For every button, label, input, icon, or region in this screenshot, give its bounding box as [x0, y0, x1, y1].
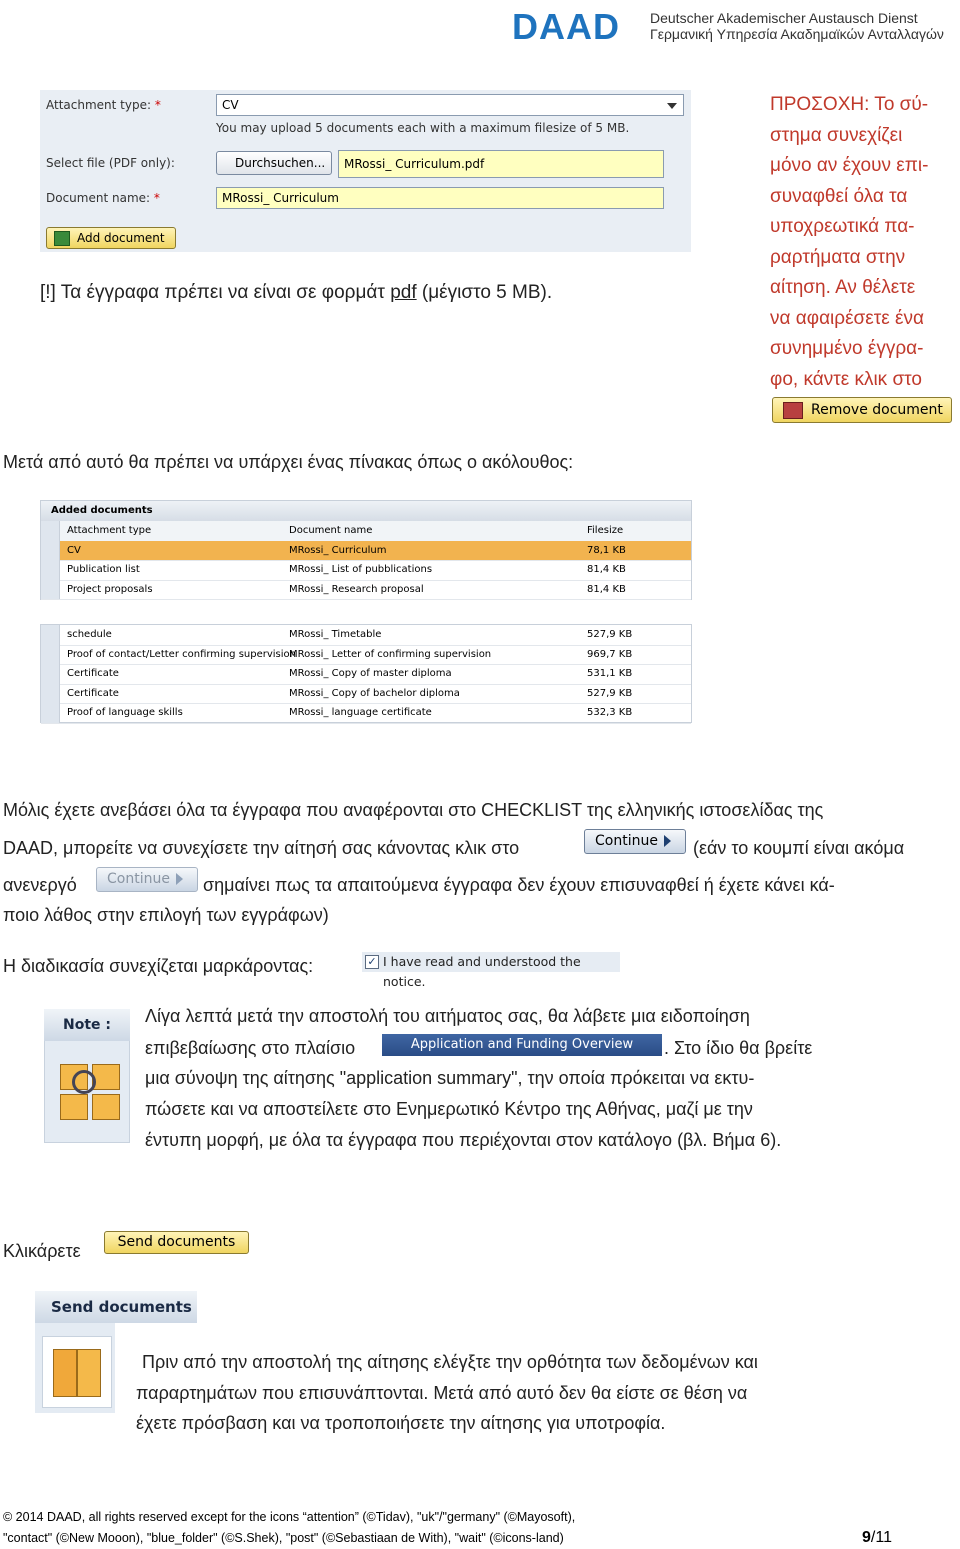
remove-document-icon: [783, 402, 803, 419]
footer-copyright-1: © 2014 DAAD, all rights reserved except for the icons “attention” (©Tidav), "uk"/"germany" (©Mayosoft),: [3, 1510, 576, 1524]
pdf-format-note: [!] Τα έγγραφα πρέπει να είναι σε φορμάτ pdf (μέγιστο 5 MB).: [40, 282, 553, 303]
chevron-down-icon: [667, 103, 677, 109]
read-notice-checkbox-row[interactable]: [362, 952, 620, 989]
documents-table-continued: [40, 624, 692, 723]
note-title: Note :: [44, 1009, 130, 1041]
file-path-input[interactable]: MRossi_ Curriculum.pdf: [338, 150, 664, 178]
folder-icon: [42, 1336, 112, 1408]
attachment-upload-form: [40, 90, 691, 252]
remove-document-button[interactable]: Remove document: [772, 397, 952, 423]
document-name-label: Document name: *: [46, 191, 160, 205]
table-row[interactable]: Project proposals MRossi_ Research proposal 81,4 KB: [41, 580, 691, 601]
click-instruction: Κλικάρετε: [3, 1241, 81, 1261]
table-row[interactable]: CV MRossi_ Curriculum 78,1 KB: [41, 541, 691, 562]
document-name-input[interactable]: MRossi_ Curriculum: [216, 187, 664, 209]
send-line-2: παραρτημάτων που επισυνάπτονται. Μετά από αυτό δεν θα είστε σε θέση να: [136, 1383, 748, 1403]
org-name-german: Deutscher Akademischer Austausch Dienst: [650, 10, 918, 26]
warning-text: ΠΡΟΣΟΧΗ: Το σύ- στημα συνεχίζει μόνο αν έχουν επι- συναφθεί όλα τα υποχρεωτικά πα- ραρτήματα στην αίτηση. Αν θέλετε να αφαιρέσετε ένα συνημμένο έγγρα- φο, κάντε κλικ στο: [770, 94, 929, 390]
footer-copyright-2: "contact" (©New Mooon), "blue_folder" (©S.Shek), "post" (©Sebastiaan de With), "wait" (©icons-land): [3, 1531, 564, 1545]
continue-button[interactable]: Continue: [584, 829, 686, 854]
checklist-line-2a: DAAD, μπορείτε να συνεχίσετε την αίτησή σας κάνοντας κλικ στο: [3, 838, 520, 858]
table-row[interactable]: Proof of contact/Letter confirming supervision MRossi_ Letter of confirming supervision 969,7 KB: [41, 645, 691, 666]
confirm-text: Η διαδικασία συνεχίζεται μαρκάροντας:: [3, 956, 314, 976]
checklist-line-3a: ανενεργό: [3, 875, 77, 895]
note-line-3: μια σύνοψη της αίτησης "application summary", την οποία πρόκειται να εκτυ-: [145, 1068, 755, 1088]
table-title: Added documents: [41, 501, 691, 521]
pdf-link[interactable]: pdf: [390, 282, 417, 303]
attachment-type-label: Attachment type: *: [46, 98, 161, 112]
upload-limit-info: You may upload 5 documents each with a maximum filesize of 5 MB.: [216, 121, 630, 135]
checklist-line-1: Μόλις έχετε ανεβάσει όλα τα έγγραφα που αναφέρονται στο CHECKLIST της ελληνικής ιστοσελίδας της: [3, 800, 824, 820]
select-file-label: Select file (PDF only):: [46, 156, 175, 170]
send-line-3: έχετε πρόσβαση και να τροποποιήσετε την αίτησης για υποτροφία.: [136, 1413, 666, 1433]
send-documents-panel-title: Send documents: [35, 1291, 197, 1323]
table-row[interactable]: Certificate MRossi_ Copy of master diploma 531,1 KB: [41, 664, 691, 685]
arrow-right-icon: [176, 873, 183, 885]
page-number: 9/11: [862, 1529, 892, 1546]
table-row[interactable]: Publication list MRossi_ List of pubblications 81,4 KB: [41, 560, 691, 581]
arrow-right-icon: [664, 835, 671, 847]
application-overview-banner: Application and Funding Overview: [382, 1034, 662, 1056]
continue-button-disabled: Continue: [96, 867, 198, 892]
send-line-1: Πριν από την αποστολή της αίτησης ελέγξτε την ορθότητα των δεδομένων και: [142, 1352, 758, 1372]
note-line-1: Λίγα λεπτά μετά την αποστολή του αιτήματος σας, θα λάβετε μια ειδοποίηση: [145, 1006, 750, 1026]
checklist-line-3b: σημαίνει πως τα απαιτούμενα έγγραφα δεν έχουν επισυναφθεί ή έχετε κάνει κά-: [203, 875, 835, 895]
add-document-icon: [54, 231, 70, 246]
contacts-search-icon: [60, 1064, 120, 1122]
add-document-button[interactable]: Add document: [46, 227, 176, 249]
daad-logo: DAAD: [512, 6, 620, 47]
attachment-type-select[interactable]: CV: [216, 94, 684, 116]
checkbox-checked-icon[interactable]: ✓: [365, 955, 379, 969]
note-line-5: έντυπη μορφή, με όλα τα έγγραφα που περιέχονται στον κατάλογο (βλ. Βήμα 6).: [145, 1130, 782, 1150]
table-row[interactable]: Proof of language skills MRossi_ language certificate 532,3 KB: [41, 703, 691, 724]
note-line-2b: . Στο ίδιο θα βρείτε: [664, 1038, 813, 1058]
checklist-line-2b: (εάν το κουμπί είναι ακόμα: [693, 838, 905, 858]
send-documents-button[interactable]: Send documents: [104, 1231, 249, 1254]
read-notice-label: I have read and understood the notice.: [383, 954, 581, 989]
table-row[interactable]: schedule MRossi_ Timetable 527,9 KB: [41, 625, 691, 646]
checklist-line-4: ποιο λάθος στην επιλογή των εγγράφων): [3, 905, 329, 925]
note-line-2a: επιβεβαίωσης στο πλαίσιο: [145, 1038, 356, 1058]
table-header-row: Attachment type Document name Filesize: [41, 521, 691, 542]
note-line-4: πώσετε και να αποστείλετε στο Ενημερωτικό Κέντρο της Αθήνας, μαζί με την: [145, 1099, 753, 1119]
org-name-greek: Γερμανική Υπηρεσία Ακαδημαϊκών Ανταλλαγών: [650, 26, 944, 42]
added-documents-table: [40, 500, 692, 600]
table-intro: Μετά από αυτό θα πρέπει να υπάρχει ένας πίνακας όπως ο ακόλουθος:: [3, 452, 574, 472]
browse-button[interactable]: Durchsuchen...: [216, 151, 332, 175]
table-row[interactable]: Certificate MRossi_ Copy of bachelor diploma 527,9 KB: [41, 684, 691, 705]
